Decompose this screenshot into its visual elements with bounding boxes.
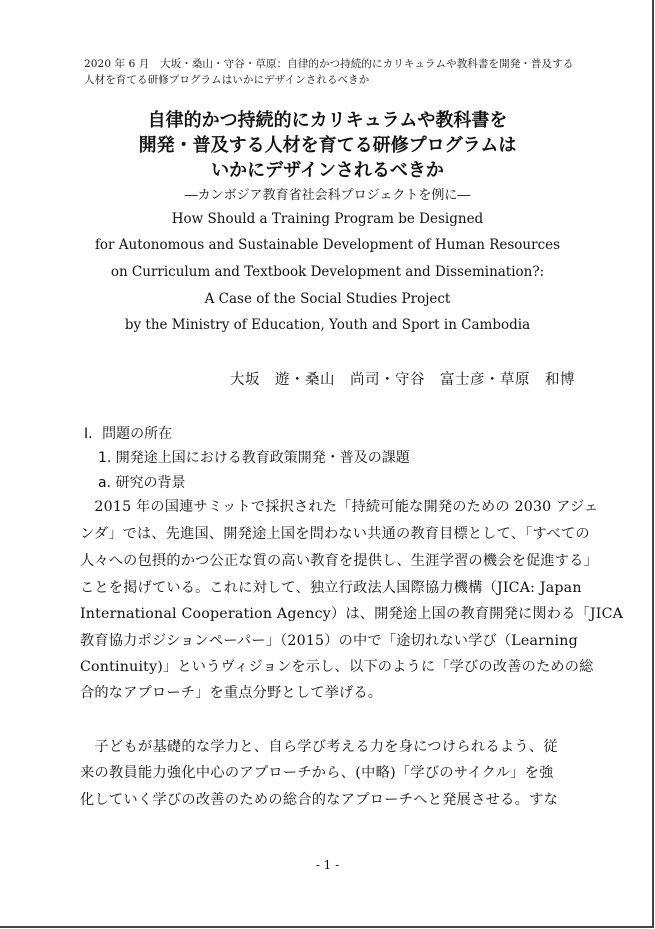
- english-title-line: A Case of the Social Studies Project: [204, 291, 451, 307]
- section-heading: Ⅰ．問題の所在: [84, 426, 173, 442]
- body-line: ンダ」では、先進国、開発途上国を問わない共通の教育目標として、「すべての: [80, 526, 590, 542]
- body-line: 合的なアプローチ」を重点分野として挙げる。: [80, 685, 383, 701]
- english-title-line: by the Ministry of Education, Youth and Sport in Cambodia: [124, 317, 531, 333]
- running-header-line-1: 2020 年 6 月 大坂・桑山・守谷・草原：自律的かつ持続的にカリキュラムや教科書を開発・普及する: [84, 58, 574, 70]
- english-title-line: How Should a Training Program be Designed: [171, 211, 484, 227]
- subtitle: ―カンボジア教育省社会科プロジェクトを例に―: [184, 188, 471, 203]
- title-line-1: 自律的かつ持続的にカリキュラムや教科書を: [147, 110, 508, 131]
- body-line: ことを掲げている。これに対して、独立行政法人国際協力機構（JICA: Japan: [80, 580, 582, 596]
- title-line-2: 開発・普及する人材を育てる研修プログラムは: [138, 135, 517, 156]
- body-line: Continuity)」というヴィジョンを示し、以下のように「学びの改善のための総: [80, 659, 594, 675]
- subsection-heading: 1. 開発途上国における教育政策開発・普及の課題: [98, 450, 410, 466]
- body-line: International Cooperation Agency）は、開発途上国の教育開発に関わる「JICA: [80, 606, 624, 622]
- authors: 大坂 遊・桑山 尚司・守谷 富士彦・草原 和博: [230, 372, 575, 388]
- running-header-line-2: 人材を育てる研修プログラムはいかにデザインされるべきか: [84, 74, 370, 86]
- block-quote-line: 子どもが基礎的な学力と、自ら学び考える力を身につけられるよう、従: [80, 739, 558, 755]
- title-line-3: いかにデザインされるべきか: [211, 160, 444, 181]
- subsubsection-heading: a. 研究の背景: [98, 475, 186, 491]
- body-line: 2015 年の国連サミットで採択された「持続可能な開発のための 2030 アジェ: [80, 499, 599, 515]
- english-title-line: on Curriculum and Textbook Development and Dissemination?:: [110, 264, 545, 280]
- body-line: 人々への包摂的かつ公正な質の高い教育を提供し、生涯学習の機会を促進する」: [80, 553, 598, 569]
- english-title-line: for Autonomous and Sustainable Development of Human Resources: [94, 237, 561, 253]
- body-line: 教育協力ポジションペーパー」（2015）の中で「途切れない学び（Learning: [80, 633, 578, 649]
- page-number: - 1 -: [315, 858, 340, 872]
- block-quote-line: 化していく学びの改善のための総合的なアプローチへと発展させる。すな: [80, 792, 559, 808]
- block-quote-line: 来の教員能力強化中心のアプローチから、(中略)「学びのサイクル」を強: [80, 765, 554, 781]
